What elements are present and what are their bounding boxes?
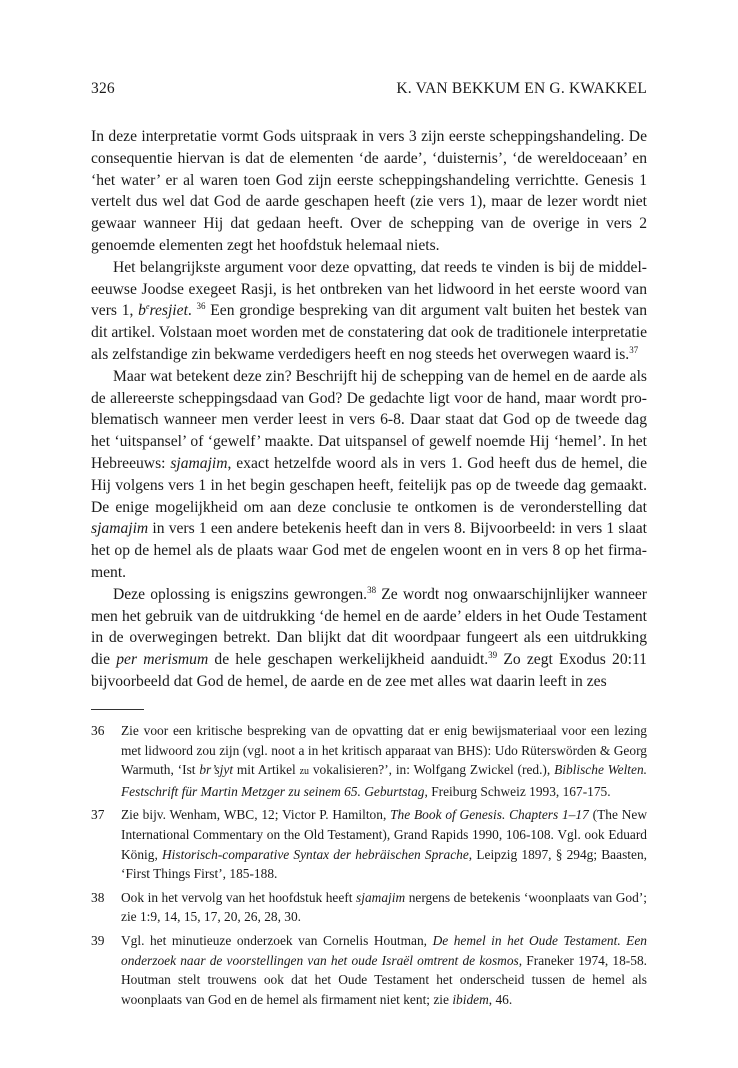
italic-term: sjamajim — [91, 520, 149, 538]
footnote-ref-36[interactable]: 36 — [196, 301, 206, 312]
footnote-text: , Freiburg Schweiz 1993, 167-175. — [424, 783, 611, 799]
footnote-italic: br’sjyt — [199, 762, 234, 778]
footnote-ref-38[interactable]: 38 — [367, 584, 377, 595]
paragraph-2 — [91, 257, 647, 366]
hebrew-word-sup: e — [145, 302, 150, 312]
footnote-38 — [91, 888, 647, 927]
footnote-divider — [91, 709, 144, 710]
italic-term: per merismum — [116, 651, 209, 669]
footnote-text: , Leipzig 1897, § 294g; Baasten, ‘First Things First’, 185-188. — [121, 846, 647, 882]
footnote-ref-39[interactable]: 39 — [488, 649, 498, 660]
footnote-text: vokalisieren?’, in: Wolfgang Zwickel (red.), — [309, 762, 555, 778]
footnote-36 — [91, 721, 647, 801]
paragraph-4-text-b: Ze wordt nog onwaarschijnlijker wanneer men het gebruik van de uitdrukking ‘de hemel en de aarde’ elders in het Oude Testament in de overwegingen betrekt. Dan blijkt dat dit woordpaar fungeert als een uitdrukking die — [91, 585, 647, 669]
footnote-text: (The New International Commentary on the Old Testament), Grand Rapids 1990, 106-108. Vgl. ook Eduard König, — [121, 807, 647, 862]
footnote-italic: Historisch-comparative Syntax der hebräischen Sprache — [162, 846, 469, 862]
paragraph-1-text: In deze interpretatie vormt Gods uitspraak in vers 3 zijn eerste scheppingshandeling. De consequentie hiervan is dat de elementen ‘de aarde’, ‘duisternis’, ‘de wereldoceaan’ en ‘het water’ er al waren toen God zijn eerste scheppingshandeling verrichtte. Genesis 1 vertelt dus wel dat God de aarde geschapen heeft (zie vers 1), maar de lezer wordt niet gewaar wanneer Hij dat gedaan heeft. Over de schepping van de overige in vers 2 genoemde elementen zegt het hoofdstuk helemaal niets. — [91, 128, 647, 254]
hebrew-word — [138, 302, 188, 319]
hebrew-word-rest: resjiet — [149, 302, 188, 320]
footnote-italic: The Book of Genesis. Chapters 1–17 — [390, 807, 589, 823]
paragraph-4 — [91, 584, 647, 693]
footnote-number: 38 — [91, 889, 105, 905]
footnote-italic: sjamajim — [356, 889, 406, 905]
footnote-text: Zie voor een kritische bespreking van de opvatting dat er enig bewijsmateriaal voor een lezing met lidwoord zou zijn (vgl. noot a in het kritisch apparaat van BHS): Udo Rüterswörden & Georg Warmuth, ‘Ist — [121, 723, 647, 778]
paragraph-1 — [91, 126, 647, 257]
paragraph-3-text-c: in vers 1 een andere betekenis heeft dan in vers 8. Bijvoorbeeld: in vers 1 slaat het op de hemel als de plaats waar God met de engelen woont en in vers 8 op het firmament. — [91, 520, 647, 581]
footnote-39 — [91, 931, 647, 1009]
footnote-text: mit Artikel — [233, 762, 300, 778]
hebrew-word-b: b — [138, 302, 146, 320]
paragraph-3-text-b: , exact hetzelfde woord als in vers 1. God heeft dus de hemel, die Hij volgens vers 1 in het begin geschapen heeft, feitelijk pas op de tweede dag gemaakt. De enige mogelijkheid om aan deze conclusie te ontkomen is de veronderstelling dat — [91, 454, 648, 516]
paragraph-2-text-c: Een grondige bespreking van dit argument valt buiten het bestek van dit artikel. Volstaan moet worden met de constatering dat ook de traditionele interpretatie als zelfstandige zin bekwame verdedigers heeft en nog steeds het overwegen waard is. — [91, 302, 648, 363]
footnote-text: , Franeker 1974, 18-58. Houtman stelt trouwens ook dat het Oude Testament het onderscheid tussen de hemel als woonplaats van God en de hemel als firmament niet kent; zie — [121, 952, 647, 1007]
paragraph-3-text-a: Maar wat betekent deze zin? Beschrijft hij de schepping van de hemel en de aarde als de allereerste scheppingsdaad van God? De gedachte ligt voor de hand, maar wordt problematisch wanneer men verder leest in vers 6-8. Daar staat dat God op de tweede dag het ‘uitspansel’ of ‘gewelf’ maakte. Dat uitspansel of gewelf noemde Hij ‘hemel’. In het Hebreeuws: — [91, 367, 647, 472]
footnote-text: , 46. — [488, 991, 513, 1007]
footnote-italic: Biblische Welten. Festschrift für Martin Metzger zu seinem 65. Geburtstag — [121, 762, 648, 799]
paragraph-3 — [91, 366, 647, 584]
running-head: K. VAN BEKKUM EN G. KWAKKEL — [396, 80, 647, 97]
footnote-number: 36 — [91, 723, 105, 738]
page-number: 326 — [91, 80, 115, 97]
paragraph-4-text-a: Deze oplossing is enigszins gewrongen. — [113, 585, 368, 603]
footnote-text: nergens de betekenis ‘woonplaats van God’; zie 1:9, 14, 15, 17, 20, 26, 28, 30. — [121, 889, 647, 925]
main-text — [91, 126, 647, 693]
footnote-small-text: zu — [299, 766, 310, 778]
paragraph-2-text-b: . — [187, 302, 197, 320]
italic-term: sjamajim — [170, 454, 228, 472]
paragraph-2-text-a: Het belangrijkste argument voor deze opvatting, dat reeds te vinden is bij de middeleeuwse Joodse exegeet Rasji, is het ontbreken van het lidwoord in het eerste woord van vers 1, — [91, 258, 647, 320]
footnote-italic: ibidem — [452, 991, 489, 1007]
paragraph-4-text-d: Zo zegt Exodus 20:11 bijvoorbeeld dat God de hemel, de aarde en de zee met alles wat daarin leeft in zes — [91, 651, 647, 690]
footnote-text: Ook in het vervolg van het hoofdstuk heeft — [121, 889, 357, 905]
paragraph-4-text-c: de hele geschapen werkelijkheid aanduidt. — [208, 651, 489, 669]
footnote-text: Vgl. het minutieuze onderzoek van Cornelis Houtman, — [121, 932, 433, 948]
footnote-italic: De hemel in het Oude Testament. Een onderzoek naar de voorstellingen van het oude Israël omtrent de kosmos — [121, 932, 647, 968]
footnote-ref-37[interactable]: 37 — [629, 344, 639, 355]
footnote-number: 37 — [91, 807, 105, 823]
footnotes — [91, 721, 647, 1013]
footnote-text: Zie bijv. Wenham, WBC, 12; Victor P. Hamilton, — [121, 807, 391, 823]
footnote-37 — [91, 805, 647, 883]
footnote-number: 39 — [91, 932, 105, 948]
page-header — [91, 80, 647, 102]
